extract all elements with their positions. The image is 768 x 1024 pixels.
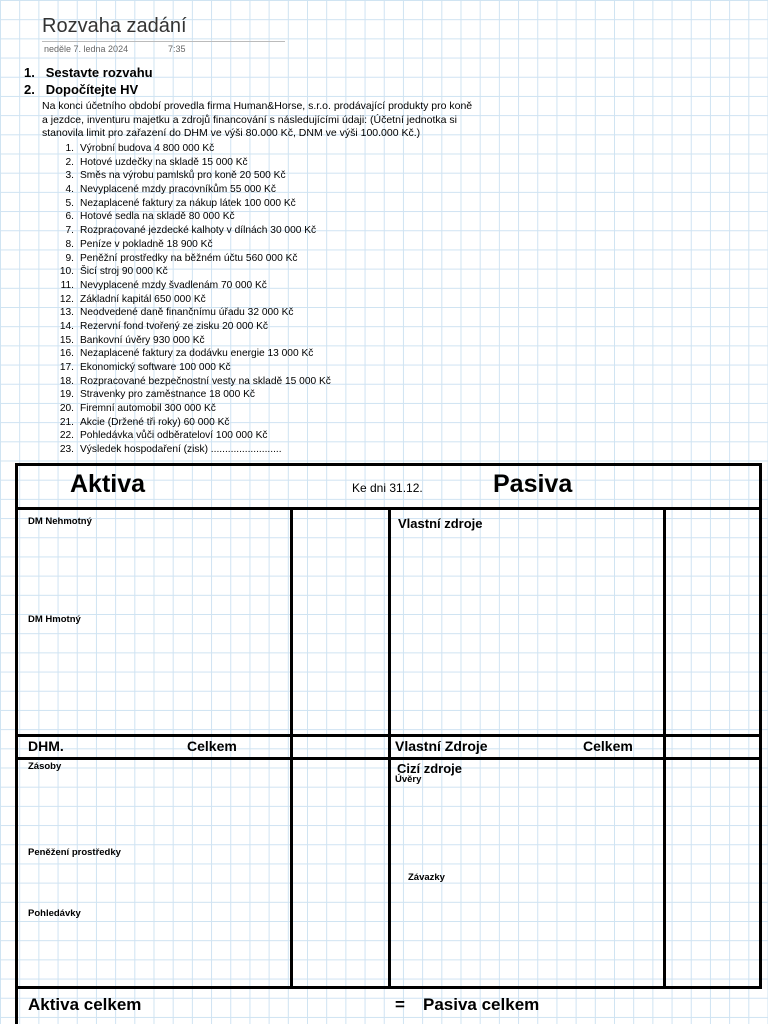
task-1 [24, 65, 153, 80]
list-item [46, 443, 331, 457]
list-item-number: 2. [65, 156, 74, 168]
list-item-text: Základní kapitál 650 000 Kč [80, 293, 206, 305]
list-item-number: 1. [65, 143, 74, 154]
list-item [46, 238, 331, 252]
dm-hmotny-label: DM Hmotný [28, 614, 81, 625]
page-date: neděle 7. ledna 2024 [44, 44, 129, 54]
list-item-text: Rozpracované jezdecké kalhoty v dílnách 30 000 Kč [80, 225, 317, 237]
list-item [46, 169, 331, 183]
list-item [46, 429, 331, 443]
frame-left [15, 463, 18, 1024]
task-number: 2. [24, 82, 35, 97]
frame-right [759, 463, 762, 989]
zasoby-label: Zásoby [28, 761, 62, 772]
list-item [46, 306, 331, 320]
list-item-number: 17. [59, 362, 74, 373]
intro-line: Na konci účetního období provedla firma Human&Horse, s.r.o. prodávající produkty pro koně [42, 100, 473, 112]
list-item-number: 22. [59, 430, 74, 442]
frame-top [15, 463, 762, 466]
vlastni-zdroje-total-label: Vlastní Zdroje [395, 738, 488, 754]
totals-bottom-line [15, 757, 762, 760]
list-item-number: 9. [65, 252, 74, 264]
col-line-1 [290, 509, 293, 988]
task-2 [24, 82, 138, 97]
list-item-number: 4. [65, 184, 74, 196]
list-item [46, 416, 331, 430]
zavazky-label: Závazky [408, 872, 445, 883]
list-item-text: Nezaplacené faktury za dodávku energie 13 000 Kč [80, 348, 314, 360]
equals-sign: = [395, 995, 405, 1014]
list-item [46, 265, 331, 279]
list-item [46, 197, 331, 211]
list-item [46, 388, 331, 402]
list-item-number: 7. [65, 225, 74, 237]
col-line-3 [663, 509, 666, 988]
list-item-text: Peněžní prostředky na běžném účtu 560 000 Kč [80, 252, 298, 264]
list-item [46, 183, 331, 197]
cizi-zdroje-label: Cizí zdroje [397, 761, 463, 776]
list-item-number: 8. [65, 238, 74, 250]
list-item-text: Firemní automobil 300 000 Kč [80, 403, 216, 415]
pohledavky-label: Pohledávky [28, 908, 81, 919]
list-item-number: 13. [59, 307, 74, 319]
list-item [46, 293, 331, 307]
list-item-text: Hotové sedla na skladě 80 000 Kč [80, 211, 235, 223]
task-number: 1. [24, 65, 35, 80]
list-item-text: Akcie (Držené tři roky) 60 000 Kč [80, 416, 230, 428]
list-item-text: Nezaplacené faktury za nákup látek 100 000 Kč [80, 197, 296, 209]
penezni-prostredky-label: Peněžení prostředky [28, 847, 121, 858]
list-item-text: Rozpracované bezpečnostní vesty na skladě 15 000 Kč [80, 375, 331, 387]
list-item [46, 347, 331, 361]
list-item [46, 142, 331, 156]
list-item-text: Peníze v pokladně 18 900 Kč [80, 238, 213, 250]
totals-top-line [15, 734, 762, 737]
list-item-number: 11. [60, 279, 74, 291]
intro-line: stanovila limit pro zařazení do DHM ve výši 80.000 Kč, DNM ve výši 100.000 Kč.) [42, 127, 421, 139]
list-item [46, 252, 331, 266]
list-item-text: Hotové uzdečky na skladě 15 000 Kč [80, 156, 248, 168]
list-item-number: 18. [59, 375, 74, 387]
list-item-text: Nevyplacené mzdy švadlenám 70 000 Kč [80, 279, 267, 291]
list-item-number: 5. [65, 197, 74, 209]
list-item-text: Výsledek hospodaření (zisk) ......................... [80, 444, 282, 456]
list-item-text: Rezervní fond tvořený ze zisku 20 000 Kč [80, 320, 269, 332]
inventory-list [46, 142, 331, 457]
list-item [46, 334, 331, 348]
aktiva-heading: Aktiva [70, 470, 146, 498]
date-label: Ke dni 31.12. [352, 481, 423, 495]
col-line-2 [388, 509, 391, 988]
list-item [46, 156, 331, 170]
list-item [46, 224, 331, 238]
intro-line: a jezdce, inventuru majetku a zdrojů financování s následujícími údaji: (Účetní jednotka si [42, 114, 457, 126]
page-time: 7:35 [168, 44, 186, 54]
list-item-number: 23. [59, 444, 74, 456]
list-item-text: Výrobní budova 4 800 000 Kč [80, 143, 215, 154]
aktiva-celkem-label: Aktiva celkem [28, 995, 142, 1014]
list-item-number: 12. [59, 293, 74, 305]
vlastni-zdroje-label: Vlastní zdroje [398, 516, 483, 531]
pasiva-heading: Pasiva [493, 470, 573, 498]
list-item [46, 279, 331, 293]
list-item-text: Ekonomický software 100 000 Kč [80, 362, 231, 373]
title-underline [42, 41, 285, 42]
page-title: Rozvaha zadání [42, 15, 187, 37]
list-item-text: Směs na výrobu pamlsků pro koně 20 500 Kč [80, 170, 286, 182]
list-item-number: 16. [59, 348, 74, 360]
list-item [46, 210, 331, 224]
list-item-number: 6. [65, 211, 74, 223]
list-item-number: 3. [65, 170, 74, 182]
list-item-text: Neodvedené daně finančnímu úřadu 32 000 Kč [80, 307, 294, 319]
celkem-left-label: Celkem [187, 738, 237, 754]
list-item-text: Bankovní úvěry 930 000 Kč [80, 334, 205, 346]
task-label: Sestavte rozvahu [45, 65, 153, 80]
celkem-right-label: Celkem [583, 738, 633, 754]
list-item-number: 10. [59, 266, 74, 278]
list-item-text: Pohledávka vůči odběrateloví 100 000 Kč [80, 430, 268, 442]
list-item-number: 19. [59, 389, 74, 401]
list-item-number: 14. [59, 320, 74, 332]
list-item-number: 20. [59, 403, 74, 415]
uvery-label: Úvěry [395, 774, 422, 785]
list-item-text: Šicí stroj 90 000 Kč [80, 266, 168, 278]
dhm-total-label: DHM. [28, 738, 64, 754]
list-item-text: Stravenky pro zaměstnance 18 000 Kč [80, 389, 255, 401]
list-item-text: Nevyplacené mzdy pracovníkům 55 000 Kč [80, 184, 276, 196]
dm-nehmotny-label: DM Nehmotný [28, 516, 92, 527]
pasiva-celkem-label: Pasiva celkem [423, 995, 540, 1014]
list-item [46, 402, 331, 416]
list-item [46, 361, 331, 375]
list-item-number: 15. [59, 334, 74, 346]
list-item-number: 21. [59, 416, 74, 428]
list-item [46, 320, 331, 334]
list-item [46, 375, 331, 389]
task-label: Dopočítejte HV [45, 82, 139, 97]
